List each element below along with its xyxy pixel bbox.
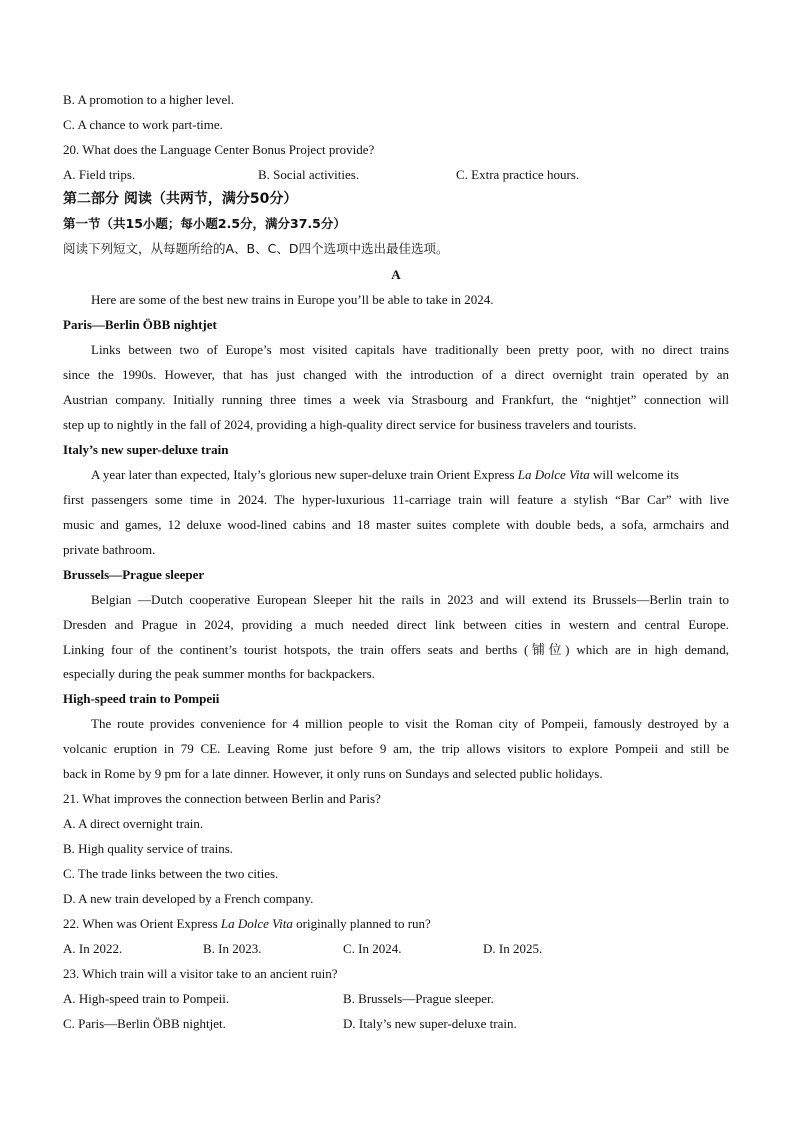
q21-stem: 21. What improves the connection between Berlin and Paris?	[63, 791, 381, 806]
paragraph-line: The route provides convenience for 4 million people to visit the Roman city of Pompeii, famously destroyed by a	[91, 716, 729, 731]
paragraph-line: music and games, 12 deluxe wood-lined cabins and 18 master suites complete with double beds, a sofa, armchairs and	[63, 517, 729, 532]
paragraph-line: first passengers some time in 2024. The hyper-luxurious 11-carriage train will feature a stylish “Bar Car” with live	[63, 492, 729, 507]
q20-stem: 20. What does the Language Center Bonus Project provide?	[63, 142, 375, 157]
q23-option-d: D. Italy’s new super-deluxe train.	[343, 1016, 517, 1031]
section-heading-sleeper: Brussels—Prague sleeper	[63, 567, 205, 582]
q22-option-d: D. In 2025.	[483, 941, 543, 956]
train-name-italic: La Dolce Vita	[517, 467, 590, 482]
paragraph-line: step up to nightly in the fall of 2024, providing a high-quality direct service for business travelers and tourists.	[63, 417, 637, 432]
section-heading-deluxe: Italy’s new super-deluxe train	[63, 442, 229, 457]
part-title: 第二部分 阅读（共两节，满分50分）	[63, 191, 298, 207]
paragraph-line: Austrian company. Initially running three times a week via Strasbourg and Frankfurt, the “nightjet” connection will	[63, 392, 729, 407]
section-heading-nightjet: Paris—Berlin ÖBB nightjet	[63, 317, 217, 332]
q23-option-b: B. Brussels—Prague sleeper.	[343, 991, 494, 1006]
q22-option-c: C. In 2024.	[343, 941, 402, 956]
q20-option-b: B. Social activities.	[258, 167, 360, 182]
passage-intro: Here are some of the best new trains in Europe you’ll be able to take in 2024.	[91, 292, 494, 307]
paragraph-line: volcanic eruption in 79 CE. Leaving Rome just before 9 am, the trip allows visitors to explore Pompeii and still be	[63, 741, 729, 756]
q22-option-b: B. In 2023.	[203, 941, 262, 956]
q23-option-a: A. High-speed train to Pompeii.	[63, 991, 230, 1006]
paragraph-line: especially during the peak summer months for backpackers.	[63, 666, 375, 681]
paragraph-line: Linking four of the continent’s tourist hotspots, the train offers seats and berths (铺位) which are in high demand,	[63, 642, 729, 657]
q22-option-a: A. In 2022.	[63, 941, 123, 956]
paragraph-line: private bathroom.	[63, 542, 156, 557]
q22-stem: 22. When was Orient Express La Dolce Vita originally planned to run?	[63, 916, 431, 931]
q21-option-a: A. A direct overnight train.	[63, 816, 204, 831]
q19-option-b: B. A promotion to a higher level.	[63, 92, 235, 107]
paragraph-line: A year later than expected, Italy’s glorious new super-deluxe train Orient Express La Dolce Vita will welcome its	[91, 467, 679, 482]
paragraph-line: since the 1990s. However, that has just changed with the introduction of a direct overnight train operated by an	[63, 367, 729, 382]
q19-option-c: C. A chance to work part-time.	[63, 117, 223, 132]
train-name-italic: La Dolce Vita	[220, 916, 293, 931]
q21-option-b: B. High quality service of trains.	[63, 841, 234, 856]
q20-option-a: A. Field trips.	[63, 167, 136, 182]
section-instruction: 阅读下列短文，从每题所给的A、B、C、D四个选项中选出最佳选项。	[63, 241, 449, 256]
paragraph-line: Links between two of Europe’s most visited capitals have traditionally been pretty poor, with no direct trains	[91, 342, 729, 357]
paragraph-line: Dresden and Prague in 2024, providing a much needed direct link between cities in western and central Europe.	[63, 617, 729, 632]
section-heading-pompeii: High-speed train to Pompeii	[63, 691, 220, 706]
q23-stem: 23. Which train will a visitor take to an ancient ruin?	[63, 966, 338, 981]
q20-option-c: C. Extra practice hours.	[456, 167, 580, 182]
q23-option-c: C. Paris—Berlin ÖBB nightjet.	[63, 1016, 226, 1031]
paragraph-line: back in Rome by 9 pm for a late dinner. However, it only runs on Sundays and selected public holidays.	[63, 766, 603, 781]
q21-option-c: C. The trade links between the two cities.	[63, 866, 279, 881]
q21-option-d: D. A new train developed by a French company.	[63, 891, 314, 906]
paragraph-line: Belgian —Dutch cooperative European Sleeper hit the rails in 2023 and will extend its Brussels—Berlin train to	[91, 592, 729, 607]
section-subtitle: 第一节（共15小题；每小题2.5分，满分37.5分）	[63, 216, 346, 231]
passage-label: A	[391, 267, 401, 282]
